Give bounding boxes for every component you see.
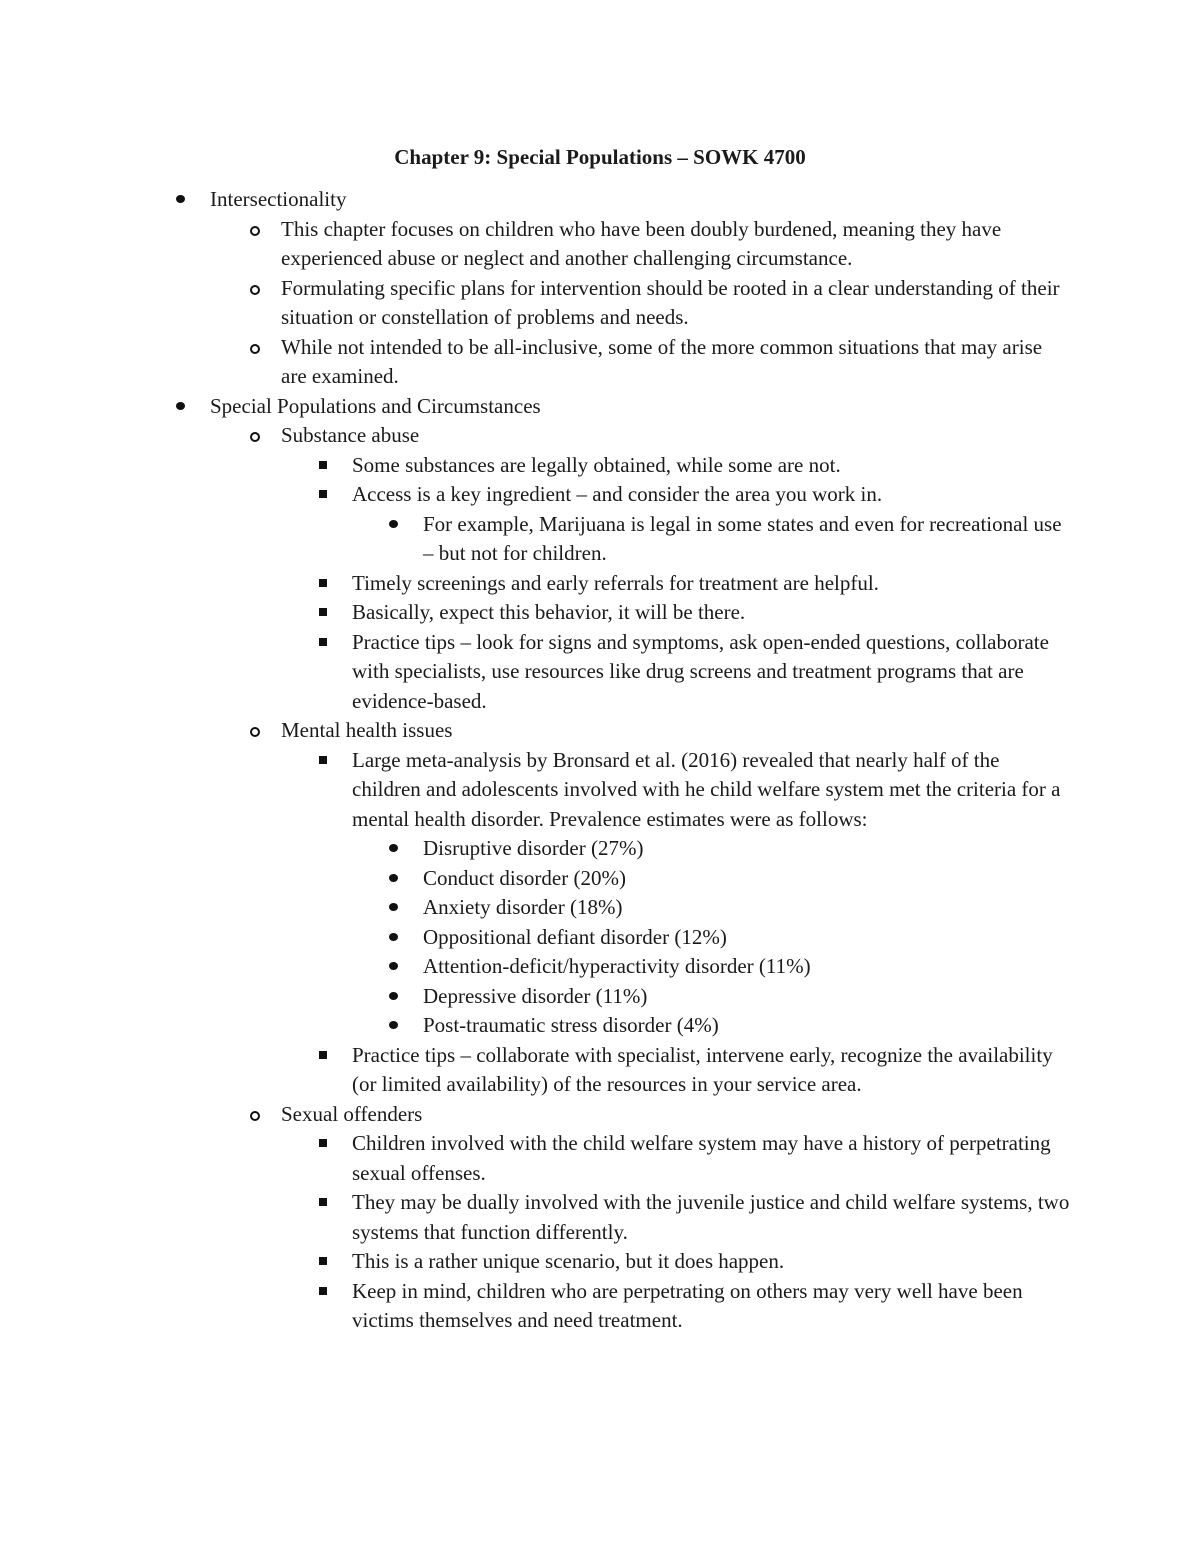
bullet-square-icon: [319, 1139, 327, 1147]
point-text: Timely screenings and early referrals for treatment are helpful.: [352, 570, 879, 595]
detail-item: [423, 1011, 1070, 1041]
bullet-circle-icon: [250, 727, 260, 737]
detail-item: [423, 864, 1070, 894]
bullet-square-icon: [319, 579, 327, 587]
point-item: [352, 598, 1070, 628]
point-text: Basically, expect this behavior, it will be there.: [352, 600, 746, 624]
item-text: This chapter focuses on children who have been doubly burdened, meaning they have experienced abuse or neglect and another challenging circumstance.: [281, 216, 1002, 270]
detail-text: For example, Marijuana is legal in some states and even for recreational use – but not for children.: [423, 511, 1062, 565]
list-item: [281, 215, 1070, 274]
bullet-dot-icon: [389, 933, 398, 941]
point-text: They may be dually involved with the juvenile justice and child welfare systems, two systems that function differently.: [352, 1190, 1070, 1244]
bullet-dot-icon: [176, 402, 185, 410]
section-item: [210, 185, 1070, 392]
section-label: Intersectionality: [210, 187, 347, 211]
point-item: [352, 1247, 1070, 1277]
detail-text: Anxiety disorder (18%): [423, 895, 623, 919]
bullet-dot-icon: [389, 1021, 398, 1029]
bullet-dot-icon: [389, 844, 398, 852]
item-text: Formulating specific plans for intervention should be rooted in a clear understanding of their situation or constellation of problems and needs.: [281, 275, 1060, 329]
point-item: [352, 1129, 1070, 1188]
detail-text: Attention-deficit/hyperactivity disorder (11%): [423, 954, 811, 978]
section-item: [210, 392, 1070, 1336]
bullet-square-icon: [319, 1198, 327, 1206]
detail-list: [423, 510, 1070, 569]
bullet-square-icon: [319, 490, 327, 498]
point-list: [352, 1129, 1070, 1336]
bullet-circle-icon: [250, 1111, 260, 1121]
list-item: [281, 421, 1070, 716]
item-text: While not intended to be all-inclusive, some of the more common situations that may arise are examined.: [281, 334, 1043, 388]
bullet-square-icon: [319, 638, 327, 646]
point-text: Some substances are legally obtained, while some are not.: [352, 452, 841, 477]
outline-list: [210, 185, 1070, 1336]
point-text: Access is a key ingredient – and consider the area you work in.: [352, 482, 883, 506]
bullet-square-icon: [319, 461, 327, 469]
bullet-dot-icon: [389, 992, 398, 1000]
point-item: [352, 1277, 1070, 1336]
sub-list: [281, 421, 1070, 1336]
item-text: Sexual offenders: [281, 1101, 423, 1126]
bullet-dot-icon: [389, 874, 398, 882]
list-item: [281, 716, 1070, 1100]
point-list: [352, 451, 1070, 717]
bullet-dot-icon: [389, 962, 398, 970]
detail-item: [423, 893, 1070, 923]
bullet-square-icon: [319, 756, 327, 764]
point-text: Keep in mind, children who are perpetrating on others may very well have been victims themselves and need treatment.: [352, 1278, 1023, 1332]
bullet-dot-icon: [176, 195, 185, 203]
bullet-square-icon: [319, 1051, 327, 1059]
point-item: [352, 480, 1070, 569]
point-list: [352, 746, 1070, 1100]
point-item: [352, 451, 1070, 481]
detail-item: [423, 923, 1070, 953]
point-text: Practice tips – collaborate with specialist, intervene early, recognize the availability (or limited availability) of the resources in your service area.: [352, 1042, 1053, 1096]
list-item: [281, 1100, 1070, 1336]
item-text: Substance abuse: [281, 423, 420, 447]
point-text: This is a rather unique scenario, but it does happen.: [352, 1249, 785, 1273]
point-text: Large meta-analysis by Bronsard et al. (2016) revealed that nearly half of the children and adolescents involved with he child welfare system met the criteria for a mental health disorder. Prevalence estimates were as follows:: [352, 747, 1061, 831]
detail-text: Disruptive disorder (27%): [423, 836, 644, 860]
list-item: [281, 333, 1070, 392]
detail-text: Post-traumatic stress disorder (4%): [423, 1013, 719, 1037]
bullet-square-icon: [319, 608, 327, 616]
section-label: Special Populations and Circumstances: [210, 393, 541, 418]
bullet-dot-icon: [389, 903, 398, 911]
point-item: [352, 1041, 1070, 1100]
point-item: [352, 1188, 1070, 1247]
detail-item: [423, 982, 1070, 1012]
item-text: Mental health issues: [281, 718, 453, 742]
detail-text: Conduct disorder (20%): [423, 865, 626, 890]
point-text: Children involved with the child welfare system may have a history of perpetrating sexual offenses.: [352, 1131, 1051, 1185]
bullet-square-icon: [319, 1257, 327, 1265]
bullet-square-icon: [319, 1287, 327, 1295]
bullet-dot-icon: [389, 520, 398, 528]
point-item: [352, 746, 1070, 1041]
point-item: [352, 569, 1070, 599]
detail-text: Depressive disorder (11%): [423, 983, 648, 1008]
detail-item: [423, 510, 1070, 569]
detail-list: [423, 834, 1070, 1041]
page-title: Chapter 9: Special Populations – SOWK 4700: [394, 145, 806, 169]
sub-list: [281, 215, 1070, 392]
detail-item: [423, 834, 1070, 864]
bullet-circle-icon: [250, 344, 260, 354]
list-item: [281, 274, 1070, 333]
point-item: [352, 628, 1070, 717]
point-text: Practice tips – look for signs and symptoms, ask open-ended questions, collaborate with specialists, use resources like drug screens and treatment programs that are evidence-based.: [352, 629, 1049, 713]
detail-text: Oppositional defiant disorder (12%): [423, 924, 727, 949]
detail-item: [423, 952, 1070, 982]
bullet-circle-icon: [250, 432, 260, 442]
bullet-circle-icon: [250, 226, 260, 236]
bullet-circle-icon: [250, 285, 260, 295]
